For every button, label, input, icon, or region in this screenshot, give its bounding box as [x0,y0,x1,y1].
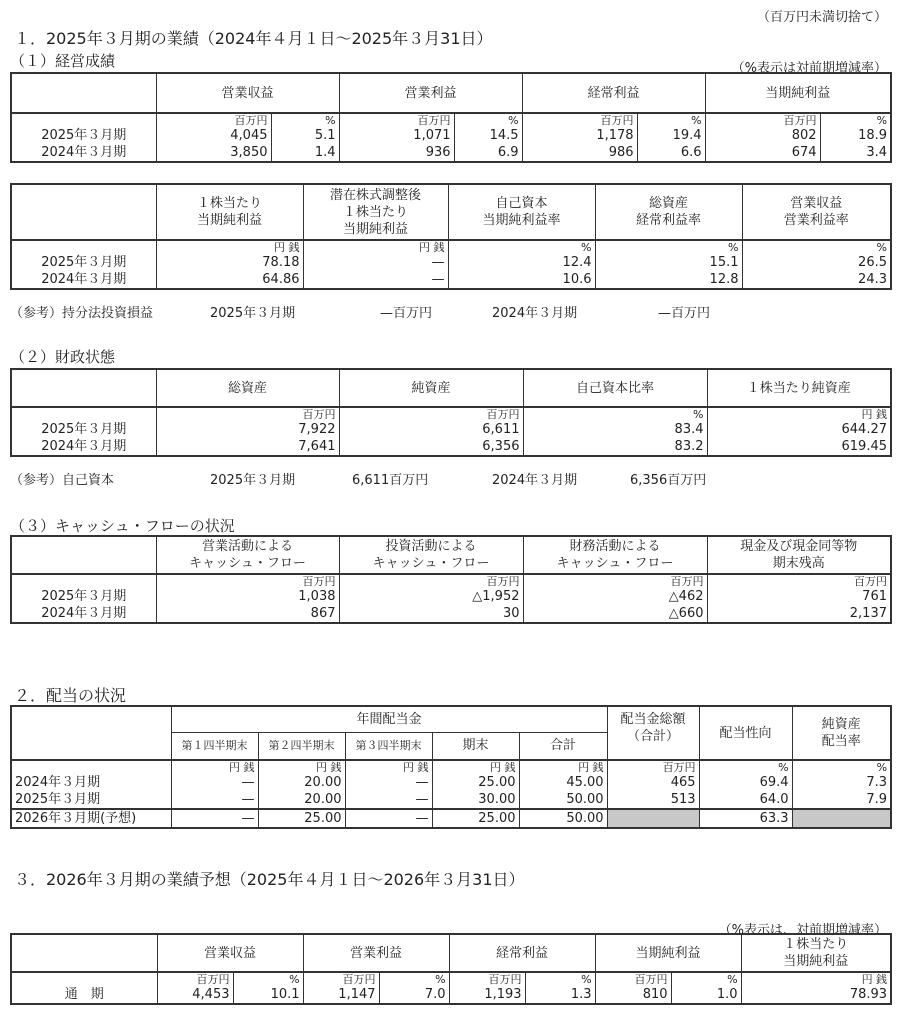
cell: 百万円 1,147 [303,972,379,1004]
header-row [11,536,891,574]
cell: 百万円 7,922 7,641 [156,407,339,456]
cell: 百万円 4,453 [157,972,233,1004]
header-year-end: 期末 [432,732,519,760]
row-label: 2026年３月期(予想) [11,809,171,828]
blank-header [11,536,156,574]
header-cash-end: 現金及び現金同等物 期末残高 [707,536,891,574]
data-block [11,407,891,456]
header-eps: １株当たり 当期純利益 [156,184,303,240]
cell: 986 [608,145,634,160]
cash-flow-table [10,535,892,624]
cell: % 1.3 [525,972,595,1004]
header-net-assets: 純資産 [339,369,523,407]
header-operating-margin: 営業収益 営業利益率 [742,184,891,240]
cell: 円 銭 — — [303,240,448,289]
cell: 5.1 [314,128,336,143]
cell-shaded [607,809,699,828]
header-total-assets: 総資産 [156,369,339,407]
forecast-table [10,933,892,1005]
header-net-income: 当期純利益 [705,73,891,113]
forecast-row [11,809,891,828]
blank-header [11,706,171,760]
header-roa: 総資産 経常利益率 [595,184,742,240]
header-revenue: 営業収益 [156,73,339,113]
cell: 4,045 [230,128,268,143]
unit-label: % [325,114,336,127]
cell: % 26.5 24.3 [742,240,891,289]
cell: % 1.0 [671,972,741,1004]
operating-results-table [10,72,892,163]
cell: 3.4 [866,145,888,160]
cell: % 7.0 [379,972,449,1004]
header-bps: １株当たり純資産 [707,369,891,407]
header-row [11,73,891,113]
header-net-income: 当期純利益 [595,934,741,972]
data-block [11,113,891,162]
cell: 63.3 [699,809,792,828]
cell: 18.9 [858,128,888,143]
unit-label: % [691,114,702,127]
row-label: 2024年３月期 [41,145,127,160]
row-label: 通 期 [11,972,157,1004]
cell: 百万円 1,193 [449,972,525,1004]
cell: % 12.4 10.6 [448,240,595,289]
row-labels: 2024年３月期 2025年３月期 [11,760,171,809]
header-revenue: 営業収益 [157,934,303,972]
header-q2: 第２四半期末 [258,732,345,760]
cell: % 69.4 64.0 [699,760,792,809]
data-block [11,760,891,809]
cell: 674 [791,145,817,160]
cell: 50.00 [519,809,607,828]
equity-reference: （参考）自己資本 2025年３月期 6,611百万円 2024年３月期 6,356百万円 [10,473,707,488]
cell: 百万円 761 2,137 [707,574,891,623]
sub1-title: （１）経営成績 [10,52,116,70]
sub2-title: （２）財政状態 [10,348,116,366]
row-label: 2025年３月期 [41,128,127,143]
unit-label: 百万円 [234,114,268,127]
header-ordinary-profit: 経常利益 [522,73,705,113]
blank-header [11,369,156,407]
header-total: 合計 [519,732,607,760]
section1-title: １．2025年３月期の業績（2024年４月１日～2025年３月31日） [14,29,493,48]
cell: 円 銭 — — [171,760,258,809]
cell: 百万円 △462 △660 [523,574,707,623]
row-labels [11,113,156,162]
header-operating-profit: 営業利益 [339,73,522,113]
cell: 936 [425,145,451,160]
header-payout-ratio: 配当性向 [699,706,792,760]
section3-title: ３．2026年３月期の業績予想（2025年４月１日～2026年３月31日） [14,870,525,889]
header-operating-cf: 営業活動による キャッシュ・フロー [156,536,339,574]
cell: 1.4 [314,145,336,160]
cell: 14.5 [489,128,519,143]
cell: 円 銭 25.00 30.00 [432,760,519,809]
header-total-dividends: 配当金総額 （合計） [607,706,699,760]
cell: 円 銭 20.00 20.00 [258,760,345,809]
cell: 25.00 [258,809,345,828]
cell: 19.4 [672,128,702,143]
header-operating-profit: 営業利益 [303,934,449,972]
cell: 円 銭 78.18 64.86 [156,240,303,289]
cell: — [171,809,258,828]
unit-label: % [508,114,519,127]
data-block [11,972,891,1004]
cell: 円 銭 78.93 [741,972,891,1004]
header-row [11,184,891,240]
unit-label: 百万円 [783,114,817,127]
cell: % 83.4 83.2 [523,407,707,456]
cell: % 15.1 12.8 [595,240,742,289]
row-labels: 2025年３月期 2024年３月期 [11,240,156,289]
cell: 802 [791,128,817,143]
data-block [11,574,891,623]
header-equity-ratio: 自己資本比率 [523,369,707,407]
dividend-table [10,705,892,829]
header-diluted-eps: 潜在株式調整後 １株当たり 当期純利益 [303,184,448,240]
row-labels: 2025年３月期 2024年３月期 [11,574,156,623]
cell: 3,850 [230,145,268,160]
cell: 25.00 [432,809,519,828]
unit-note: （百万円未満切捨て） [756,10,887,25]
header-roe: 自己資本 当期純利益率 [448,184,595,240]
cell: % 7.3 7.9 [792,760,891,809]
blank-header [11,73,156,113]
equity-method-reference: （参考）持分法投資損益 2025年３月期 —百万円 2024年３月期 —百万円 [10,306,711,321]
cell: 百万円 465 513 [607,760,699,809]
cell: 百万円 6,611 6,356 [339,407,523,456]
cell: 百万円 1,038 867 [156,574,339,623]
cell: 1,071 [413,128,451,143]
cell: 円 銭 644.27 619.45 [707,407,891,456]
data-block [11,240,891,289]
per-share-table [10,183,892,290]
header-row-1 [11,706,891,732]
header-investing-cf: 投資活動による キャッシュ・フロー [339,536,523,574]
financial-position-table [10,368,892,457]
cell: 1,178 [596,128,634,143]
header-q1: 第１四半期末 [171,732,258,760]
unit-label: 百万円 [600,114,634,127]
header-financing-cf: 財務活動による キャッシュ・フロー [523,536,707,574]
section2-title: ２．配当の状況 [14,686,127,705]
cell: 6.6 [680,145,702,160]
cell: 百万円 △1,952 30 [339,574,523,623]
unit-label: 百万円 [417,114,451,127]
section3-note: （%表示は、対前期増減率） [718,923,887,938]
cell: — [345,809,432,828]
header-row [11,934,891,972]
sub1-note: （%表示は対前期増減率） [731,61,887,76]
cell: 百万円 810 [595,972,671,1004]
sub3-title: （３）キャッシュ・フローの状況 [10,517,235,535]
cell-shaded [792,809,891,828]
header-eps: １株当たり 当期純利益 [741,934,891,972]
header-q3: 第３四半期末 [345,732,432,760]
row-labels: 2025年３月期 2024年３月期 [11,407,156,456]
cell: % 10.1 [233,972,303,1004]
cell: 円 銭 — — [345,760,432,809]
unit-label: % [876,114,888,127]
header-doe: 純資産 配当率 [792,706,891,760]
blank-header [11,184,156,240]
header-ordinary-profit: 経常利益 [449,934,595,972]
cell: 6.9 [497,145,519,160]
header-annual-dividend: 年間配当金 [171,706,607,732]
cell: 円 銭 45.00 50.00 [519,760,607,809]
blank-header [11,934,157,972]
header-row [11,369,891,407]
